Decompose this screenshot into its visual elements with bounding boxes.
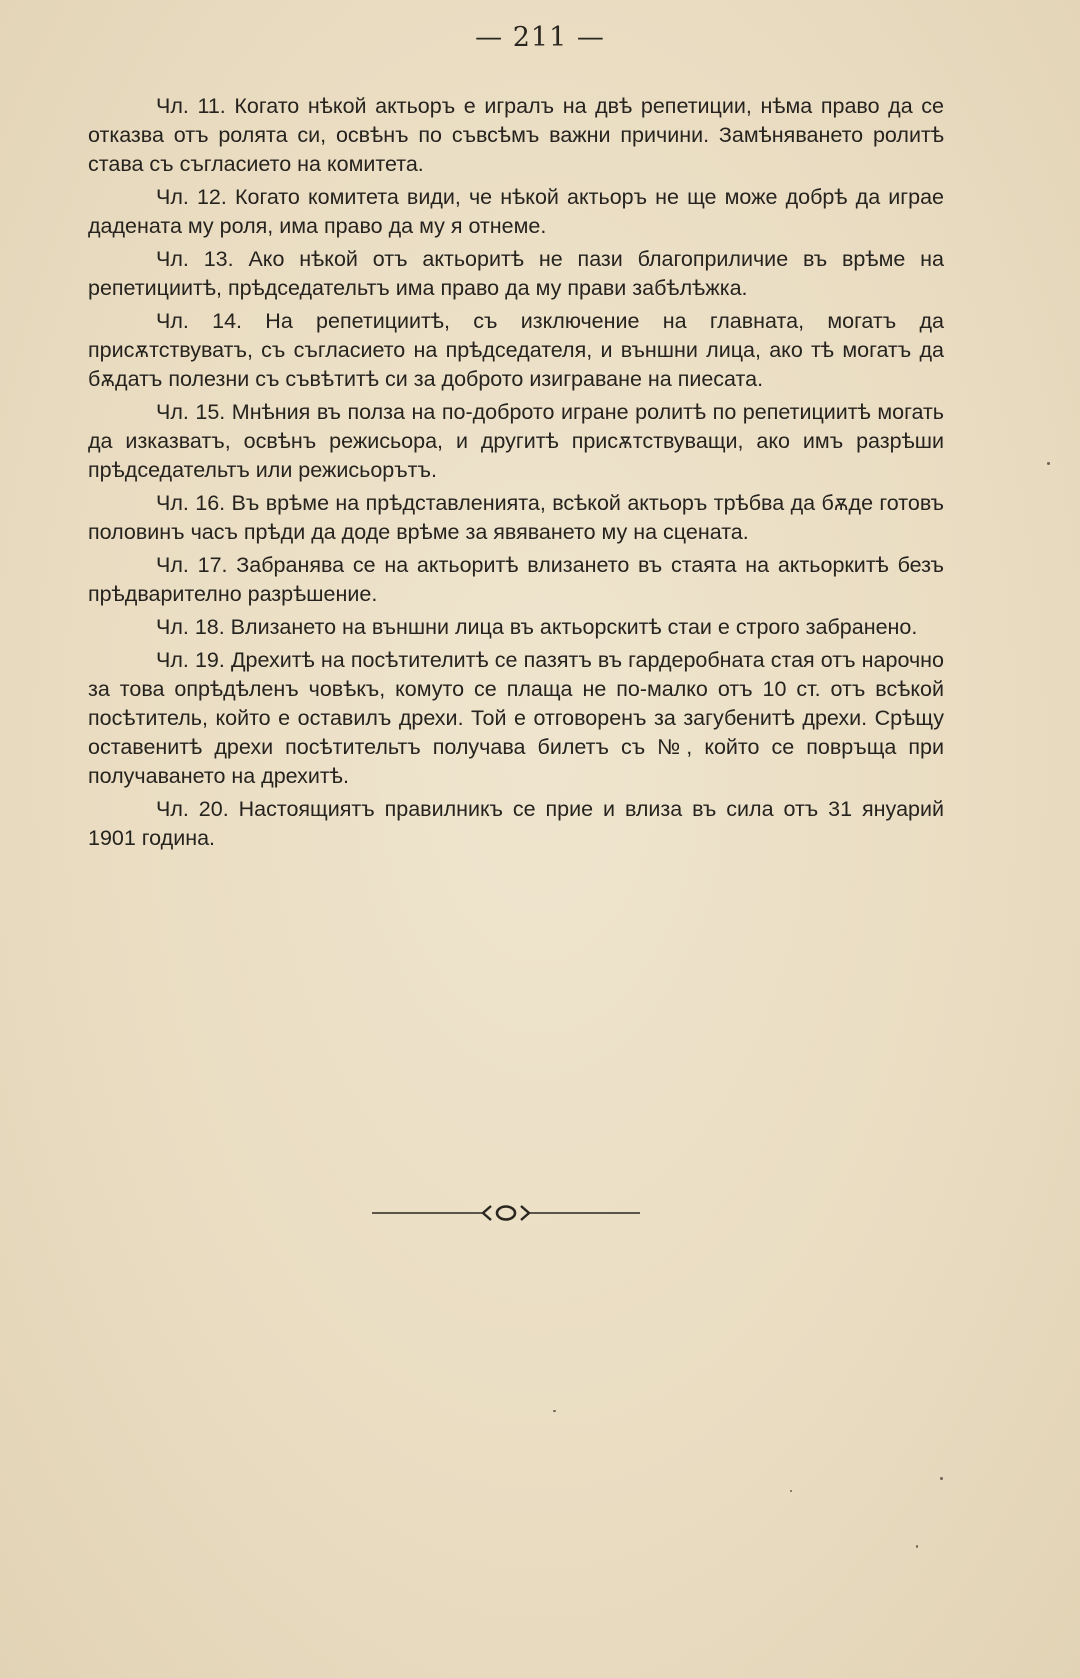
article-16: Чл. 16. Въ врѣме на прѣдставленията, всѣкой актьоръ трѣбва да бѫде готовъ половинъ часъ прѣди да доде врѣме за явяването му на сцената. — [88, 491, 944, 544]
article-14: Чл. 14. На репетициитѣ, съ изключение на главната, могатъ да присѫтствуватъ, съ съгласието на прѣдседателя, и външни лица, ако тѣ могатъ да бѫдатъ полезни съ съвѣтитѣ си за доброто изиграване на пиесата. — [88, 309, 944, 391]
article-17: Чл. 17. Забранява се на актьоритѣ влизането въ стаята на актьоркитѣ безъ прѣдварително разрѣшение. — [88, 553, 944, 606]
paper-speck — [1047, 462, 1050, 465]
page-number: — 211 — — [475, 22, 605, 53]
paper-speck — [916, 1545, 918, 1548]
article-18: Чл. 18. Влизането на външни лица въ актьорскитѣ стаи е строго забранено. — [156, 615, 918, 639]
article-11: Чл. 11. Когато нѣкой актьоръ е игралъ на двѣ репетиции, нѣма право да се отказва отъ ролята си, освѣнъ по съвсѣмъ важни причини. Замѣняването ролитѣ става съ съгласието на комитета. — [88, 94, 944, 176]
article-12: Чл. 12. Когато комитета види, че нѣкой актьоръ не ще може добрѣ да играе дадената му роля, има право да му я отнеме. — [88, 185, 944, 238]
article-13: Чл. 13. Ако нѣкой отъ актьоритѣ не пази благоприличие въ врѣме на репетициитѣ, прѣдседательтъ има право да му прави забѣлѣжка. — [88, 247, 944, 300]
article-20: Чл. 20. Настоящиятъ правилникъ се прие и влиза въ сила отъ 31 януарий 1901 година. — [88, 797, 944, 850]
body-text — [88, 92, 944, 857]
article-19: Чл. 19. Дрехитѣ на посѣтителитѣ се пазятъ въ гардеробната стая отъ нарочно за това опрѣдѣленъ човѣкъ, комуто се плаща не по-малко отъ 10 ст. отъ всѣкой посѣтитель, който е оставилъ дрехи. Той е отговоренъ за загубенитѣ дрехи. Срѣщу оставенитѣ дрехи посѣтительтъ получава билетъ съ №, който се повръща при получаването на дрехитѣ. — [88, 648, 944, 788]
paper-speck — [790, 1490, 792, 1492]
article-15: Чл. 15. Мнѣния въ полза на по-доброто игране ролитѣ по репетициитѣ могать да изказватъ, освѣнъ режисьора, и другитѣ присѫтствуващи, ако имъ разрѣши прѣдседательтъ или режисьорътъ. — [88, 400, 944, 482]
paper-speck — [940, 1477, 943, 1480]
paper-speck — [553, 1410, 556, 1412]
ornamental-divider-icon — [372, 1200, 640, 1226]
